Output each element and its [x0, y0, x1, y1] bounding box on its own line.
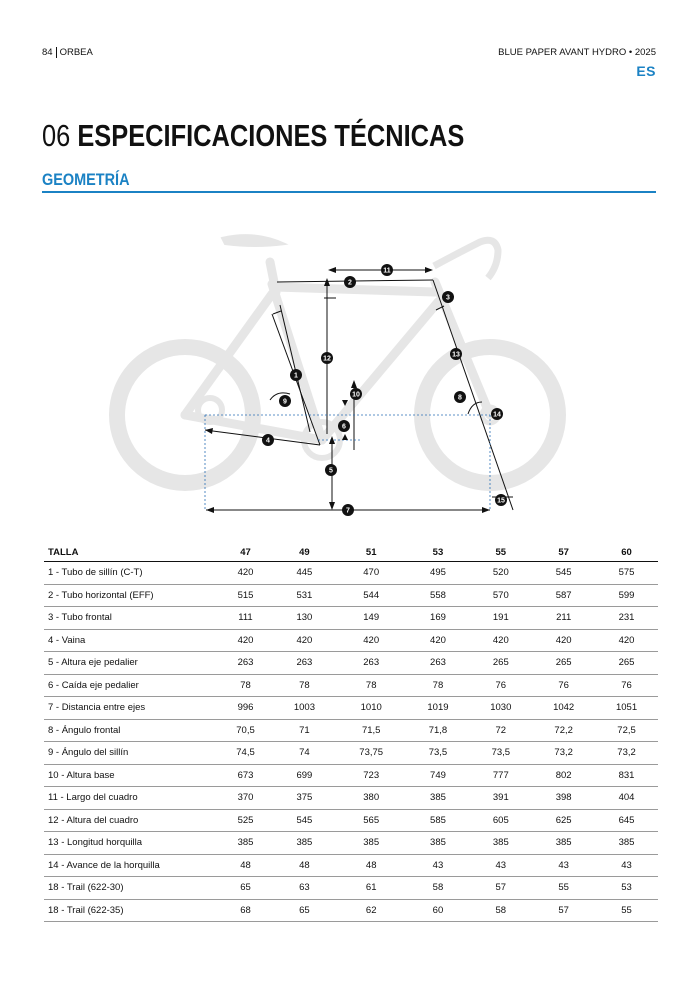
table-row	[44, 787, 658, 810]
table-cell: 420	[532, 629, 595, 652]
table-row	[44, 697, 658, 720]
table-cell: 111	[218, 607, 273, 630]
table-cell: 398	[532, 787, 595, 810]
table-cell: 723	[336, 764, 407, 787]
marker-11	[381, 264, 393, 276]
page-title	[42, 116, 464, 156]
table-cell: 48	[273, 854, 336, 877]
svg-text:15: 15	[497, 497, 505, 505]
row-label: 7 - Distancia entre ejes	[44, 697, 218, 720]
table-cell: 1051	[595, 697, 658, 720]
svg-text:12: 12	[323, 355, 331, 363]
svg-text:2: 2	[348, 279, 352, 287]
table-cell: 191	[469, 607, 532, 630]
row-label: 10 - Altura base	[44, 764, 218, 787]
table-cell: 43	[469, 854, 532, 877]
table-row	[44, 742, 658, 765]
size-col-header: 60	[595, 543, 658, 562]
table-cell: 531	[273, 584, 336, 607]
table-cell: 60	[407, 899, 470, 922]
table-cell: 404	[595, 787, 658, 810]
table-cell: 58	[469, 899, 532, 922]
table-cell: 391	[469, 787, 532, 810]
header-divider	[56, 47, 57, 58]
marker-1	[290, 369, 302, 381]
marker-7	[342, 504, 354, 516]
table-cell: 1010	[336, 697, 407, 720]
table-cell: 265	[532, 652, 595, 675]
table-cell: 78	[273, 674, 336, 697]
table-cell: 78	[218, 674, 273, 697]
table-cell: 61	[336, 877, 407, 900]
svg-text:13: 13	[452, 351, 460, 359]
table-cell: 63	[273, 877, 336, 900]
table-cell: 495	[407, 562, 470, 585]
table-cell: 57	[532, 899, 595, 922]
page-number: 84	[42, 47, 53, 58]
table-cell: 420	[273, 629, 336, 652]
row-label: 1 - Tubo de sillín (C-T)	[44, 562, 218, 585]
table-cell: 802	[532, 764, 595, 787]
table-cell: 385	[218, 832, 273, 855]
table-cell: 385	[273, 832, 336, 855]
row-label: 6 - Caída eje pedalier	[44, 674, 218, 697]
svg-text:11: 11	[383, 267, 391, 275]
language-code: ES	[636, 63, 656, 79]
table-cell: 55	[532, 877, 595, 900]
table-cell: 73,2	[595, 742, 658, 765]
marker-15	[495, 494, 507, 506]
table-cell: 831	[595, 764, 658, 787]
svg-text:4: 4	[266, 437, 270, 445]
table-cell: 1030	[469, 697, 532, 720]
table-cell: 263	[336, 652, 407, 675]
table-cell: 385	[532, 832, 595, 855]
size-header: TALLA	[44, 543, 218, 562]
marker-3	[442, 291, 454, 303]
chapter-number: 06	[42, 118, 71, 153]
table-cell: 73,75	[336, 742, 407, 765]
table-cell: 420	[336, 629, 407, 652]
row-label: 8 - Ángulo frontal	[44, 719, 218, 742]
table-cell: 74,5	[218, 742, 273, 765]
table-row	[44, 832, 658, 855]
size-col-header: 53	[407, 543, 470, 562]
table-cell: 575	[595, 562, 658, 585]
row-label: 18 - Trail (622-35)	[44, 899, 218, 922]
table-cell: 70,5	[218, 719, 273, 742]
svg-text:6: 6	[342, 423, 346, 431]
size-col-header: 49	[273, 543, 336, 562]
section-divider	[42, 191, 656, 193]
table-cell: 544	[336, 584, 407, 607]
table-cell: 76	[469, 674, 532, 697]
table-cell: 73,5	[407, 742, 470, 765]
table-cell: 62	[336, 899, 407, 922]
table-cell: 565	[336, 809, 407, 832]
table-row	[44, 764, 658, 787]
row-label: 2 - Tubo horizontal (EFF)	[44, 584, 218, 607]
table-cell: 777	[469, 764, 532, 787]
header-left	[42, 47, 93, 58]
svg-text:1: 1	[294, 372, 298, 380]
table-cell: 470	[336, 562, 407, 585]
table-cell: 420	[595, 629, 658, 652]
table-cell: 76	[532, 674, 595, 697]
table-cell: 570	[469, 584, 532, 607]
page-header	[42, 47, 656, 61]
table-row	[44, 652, 658, 675]
svg-text:10: 10	[352, 391, 360, 399]
geometry-diagram	[100, 222, 620, 522]
row-label: 18 - Trail (622-30)	[44, 877, 218, 900]
table-cell: 385	[469, 832, 532, 855]
table-cell: 265	[595, 652, 658, 675]
table-cell: 385	[595, 832, 658, 855]
table-cell: 265	[469, 652, 532, 675]
table-cell: 263	[273, 652, 336, 675]
svg-text:8: 8	[458, 394, 462, 402]
marker-13	[450, 348, 462, 360]
table-cell: 71,8	[407, 719, 470, 742]
table-row	[44, 899, 658, 922]
table-cell: 73,2	[532, 742, 595, 765]
table-cell: 749	[407, 764, 470, 787]
marker-5	[325, 464, 337, 476]
table-cell: 73,5	[469, 742, 532, 765]
section-title: GEOMETRÍA	[42, 170, 130, 189]
table-cell: 231	[595, 607, 658, 630]
table-cell: 585	[407, 809, 470, 832]
table-row	[44, 584, 658, 607]
table-cell: 1003	[273, 697, 336, 720]
table-cell: 673	[218, 764, 273, 787]
table-row	[44, 809, 658, 832]
table-cell: 699	[273, 764, 336, 787]
table-cell: 1019	[407, 697, 470, 720]
table-cell: 625	[532, 809, 595, 832]
table-cell: 211	[532, 607, 595, 630]
size-col-header: 57	[532, 543, 595, 562]
table-cell: 385	[336, 832, 407, 855]
table-cell: 55	[595, 899, 658, 922]
table-row	[44, 629, 658, 652]
marker-10	[350, 388, 362, 400]
row-label: 5 - Altura eje pedalier	[44, 652, 218, 675]
table-cell: 43	[532, 854, 595, 877]
table-cell: 43	[595, 854, 658, 877]
table-row	[44, 877, 658, 900]
table-cell: 78	[407, 674, 470, 697]
bike-silhouette	[117, 235, 558, 483]
table-cell: 169	[407, 607, 470, 630]
table-cell: 375	[273, 787, 336, 810]
svg-text:3: 3	[446, 294, 450, 302]
table-cell: 72,5	[595, 719, 658, 742]
table-row	[44, 674, 658, 697]
brand-name: ORBEA	[59, 47, 93, 58]
table-cell: 420	[469, 629, 532, 652]
table-cell: 420	[218, 629, 273, 652]
row-label: 3 - Tubo frontal	[44, 607, 218, 630]
table-cell: 72,2	[532, 719, 595, 742]
marker-4	[262, 434, 274, 446]
size-col-header: 55	[469, 543, 532, 562]
row-label: 14 - Avance de la horquilla	[44, 854, 218, 877]
table-row	[44, 854, 658, 877]
row-label: 9 - Ángulo del sillín	[44, 742, 218, 765]
table-cell: 380	[336, 787, 407, 810]
table-cell: 58	[407, 877, 470, 900]
table-cell: 599	[595, 584, 658, 607]
table-cell: 65	[273, 899, 336, 922]
size-col-header: 47	[218, 543, 273, 562]
svg-text:5: 5	[329, 467, 333, 475]
document-title: BLUE PAPER AVANT HYDRO • 2025	[498, 47, 656, 58]
table-cell: 445	[273, 562, 336, 585]
row-label: 12 - Altura del cuadro	[44, 809, 218, 832]
table-cell: 48	[218, 854, 273, 877]
row-label: 11 - Largo del cuadro	[44, 787, 218, 810]
table-cell: 545	[273, 809, 336, 832]
table-row	[44, 562, 658, 585]
table-cell: 370	[218, 787, 273, 810]
table-cell: 68	[218, 899, 273, 922]
table-cell: 263	[218, 652, 273, 675]
table-cell: 149	[336, 607, 407, 630]
marker-8	[454, 391, 466, 403]
table-cell: 645	[595, 809, 658, 832]
svg-text:14: 14	[493, 411, 501, 419]
svg-text:7: 7	[346, 507, 350, 515]
table-cell: 65	[218, 877, 273, 900]
table-cell: 72	[469, 719, 532, 742]
table-cell: 545	[532, 562, 595, 585]
table-cell: 74	[273, 742, 336, 765]
table-cell: 130	[273, 607, 336, 630]
table-cell: 263	[407, 652, 470, 675]
table-cell: 996	[218, 697, 273, 720]
table-cell: 520	[469, 562, 532, 585]
row-label: 13 - Longitud horquilla	[44, 832, 218, 855]
table-cell: 71,5	[336, 719, 407, 742]
table-cell: 385	[407, 832, 470, 855]
marker-14	[491, 408, 503, 420]
table-cell: 57	[469, 877, 532, 900]
marker-9	[279, 395, 291, 407]
table-cell: 587	[532, 584, 595, 607]
table-cell: 53	[595, 877, 658, 900]
table-body	[44, 562, 658, 922]
table-row	[44, 719, 658, 742]
table-cell: 1042	[532, 697, 595, 720]
table-cell: 420	[218, 562, 273, 585]
table-row	[44, 607, 658, 630]
marker-2	[344, 276, 356, 288]
table-cell: 385	[407, 787, 470, 810]
marker-6	[338, 420, 350, 432]
table-cell: 48	[336, 854, 407, 877]
table-cell: 515	[218, 584, 273, 607]
table-cell: 558	[407, 584, 470, 607]
marker-12	[321, 352, 333, 364]
table-cell: 71	[273, 719, 336, 742]
table-cell: 78	[336, 674, 407, 697]
table-cell: 605	[469, 809, 532, 832]
table-header-row	[44, 543, 658, 562]
chapter-title: ESPECIFICACIONES TÉCNICAS	[77, 118, 465, 153]
table-cell: 43	[407, 854, 470, 877]
row-label: 4 - Vaina	[44, 629, 218, 652]
table-cell: 76	[595, 674, 658, 697]
table-cell: 525	[218, 809, 273, 832]
svg-text:9: 9	[283, 398, 287, 406]
geometry-table	[44, 543, 658, 922]
table-cell: 420	[407, 629, 470, 652]
size-col-header: 51	[336, 543, 407, 562]
